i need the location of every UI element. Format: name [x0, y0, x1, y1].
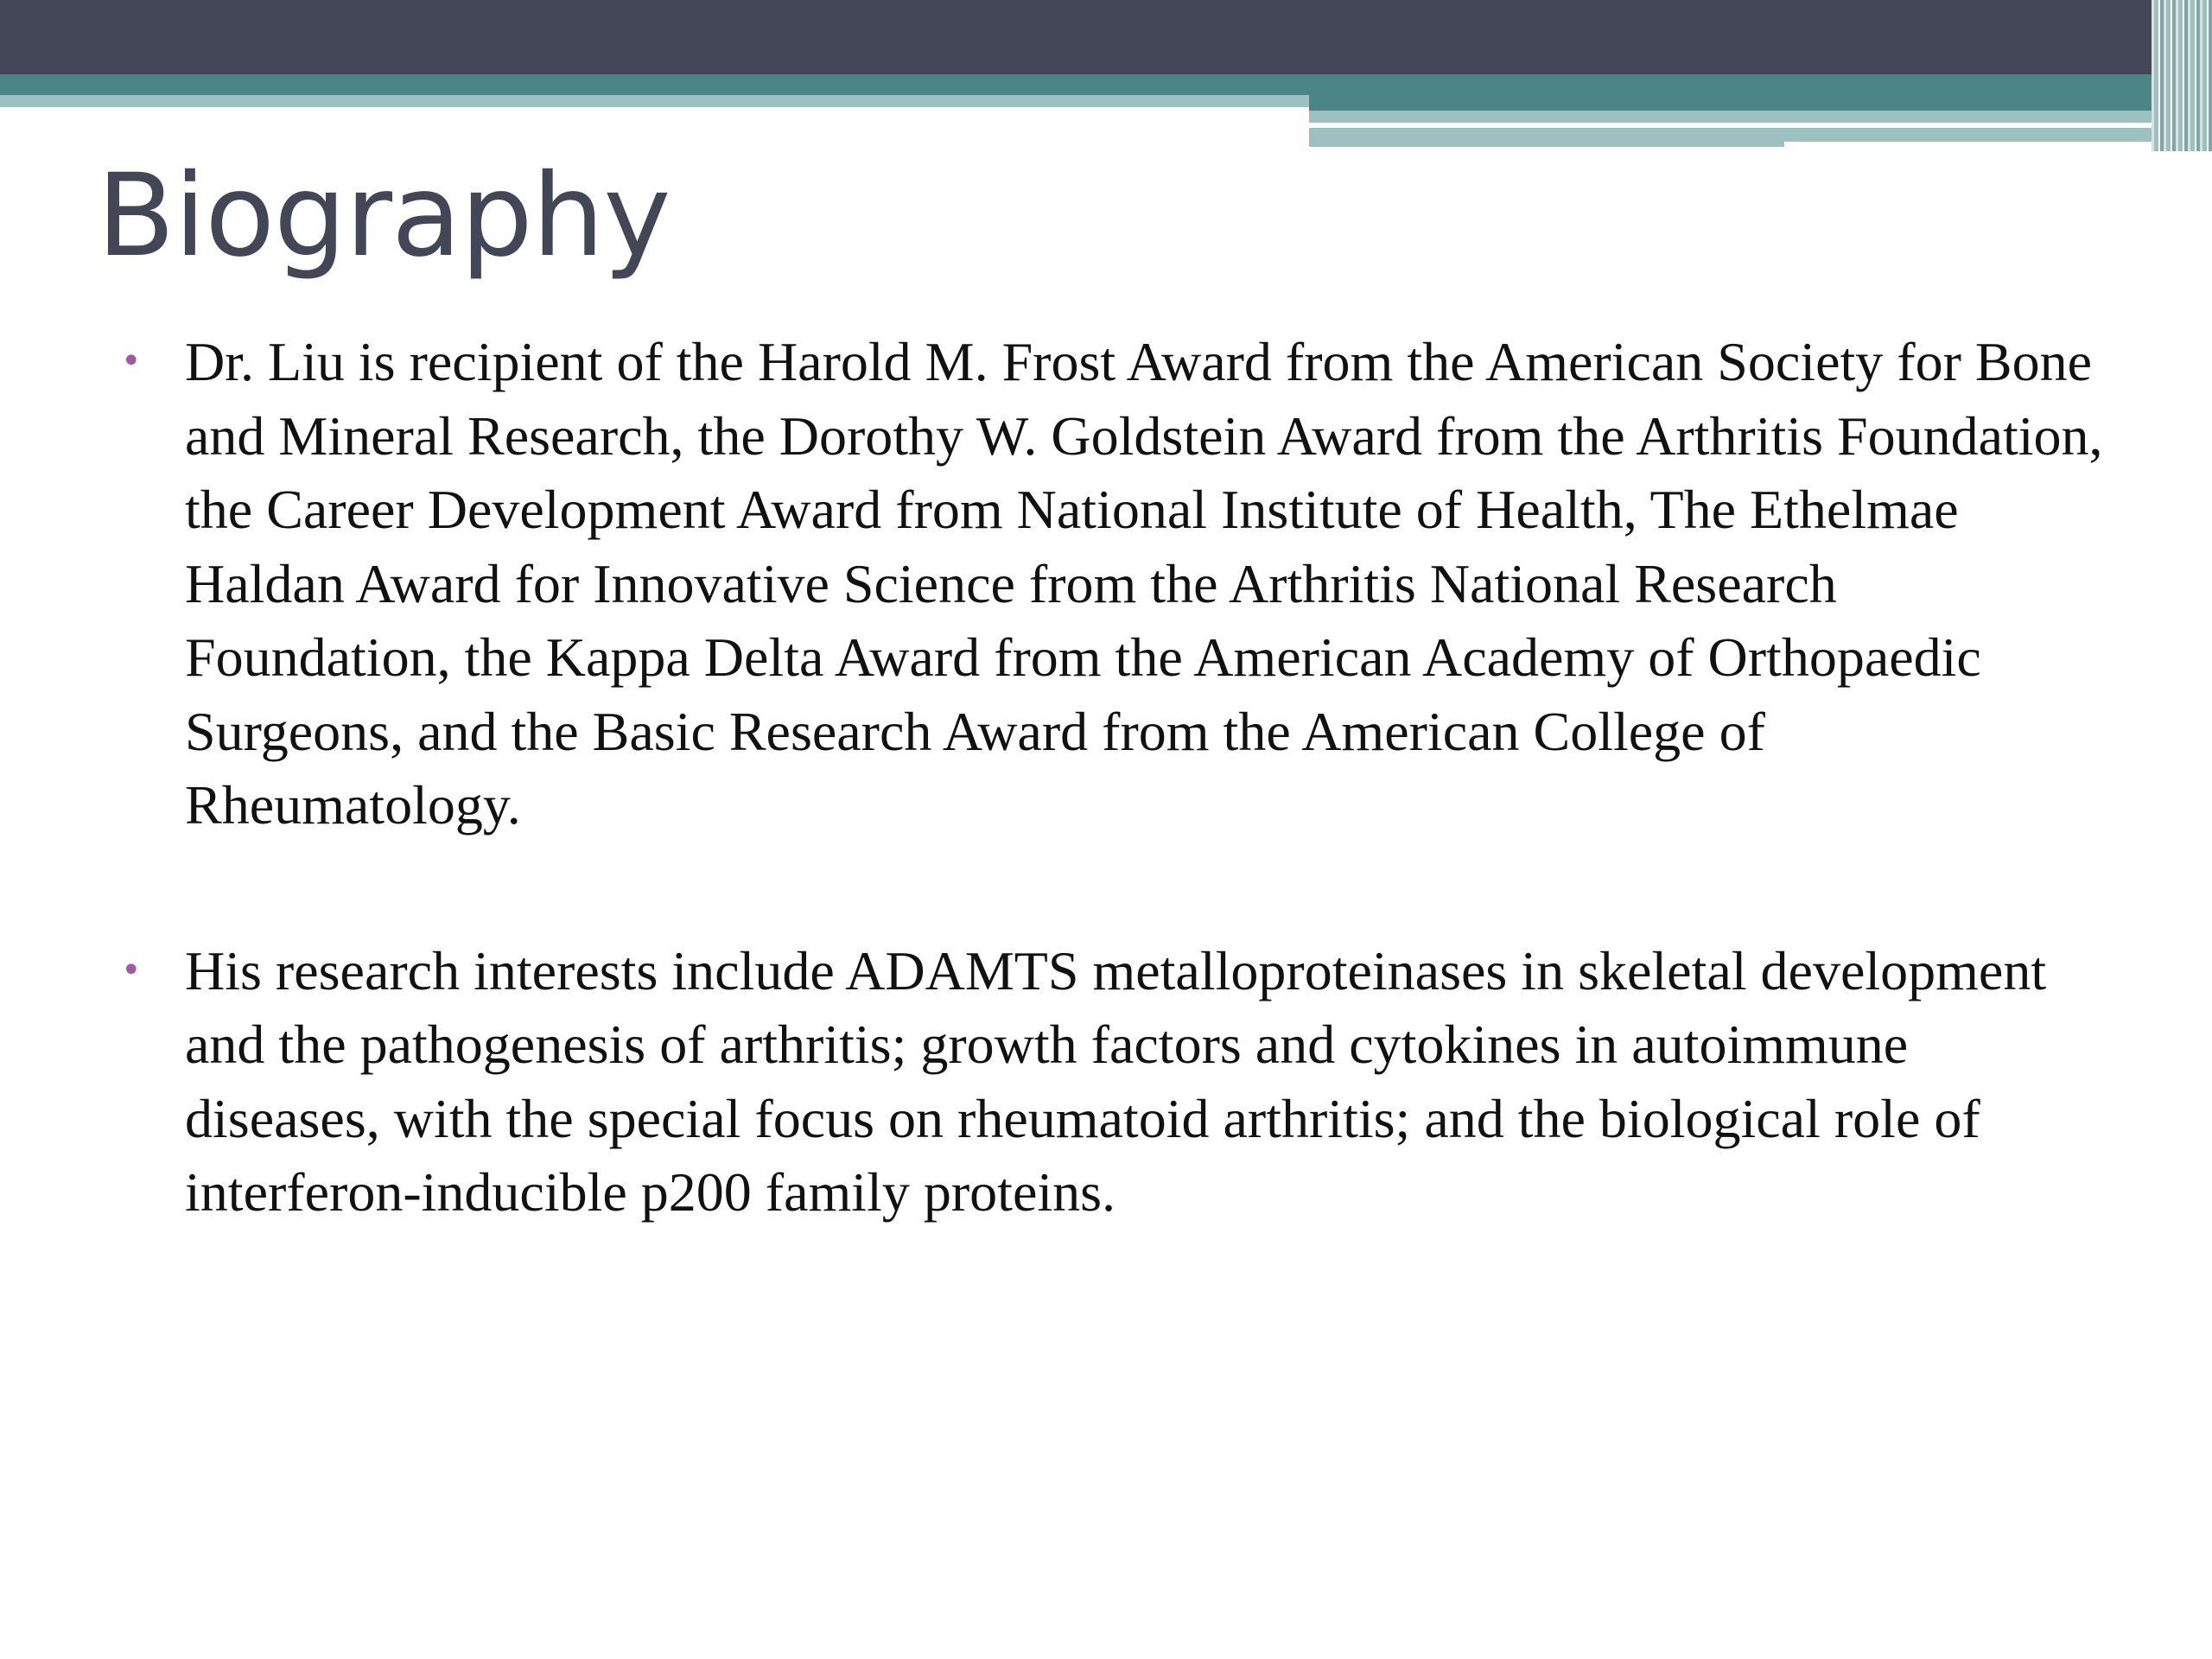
header-stripes-decoration — [2152, 0, 2212, 151]
bullet-text-research: His research interests include ADAMTS metalloproteinases in skeletal development and the pathogenesis of arthritis; growth factors and cytokines in autoimmune diseases, with the special focus on rheumatoid arthritis; and the biological role of interferon-inducible p200 family proteins. — [185, 939, 2047, 1223]
header-band-white-line-lower — [1784, 142, 2212, 147]
bullet-item-research — [121, 934, 2108, 1230]
bullet-list — [121, 325, 2108, 1230]
header-band-light — [0, 95, 1309, 107]
slide-title: Biography — [97, 149, 671, 283]
header-band-light-right — [1309, 111, 2212, 123]
bullet-marker: • — [121, 341, 142, 381]
header-band-dark — [0, 0, 2212, 74]
bullet-item-awards — [121, 325, 2108, 842]
header-band-teal — [0, 74, 2212, 95]
header-band-teal-right — [1309, 95, 2212, 111]
bullet-text-awards: Dr. Liu is recipient of the Harold M. Frost Award from the American Society for Bone and Mineral Research, the Dorothy W. Goldstein Award from the Arthritis Foundation, the Career Development Award from National Institute of Health, The Ethelmae Haldan Award for Innovative Science from the Arthritis National Research Foundation, the Kappa Delta Award from the American Academy of Orthopaedic Surgeons, and the Basic Research Award from the American College of Rheumatology. — [185, 331, 2103, 836]
bullet-marker: • — [121, 950, 142, 990]
